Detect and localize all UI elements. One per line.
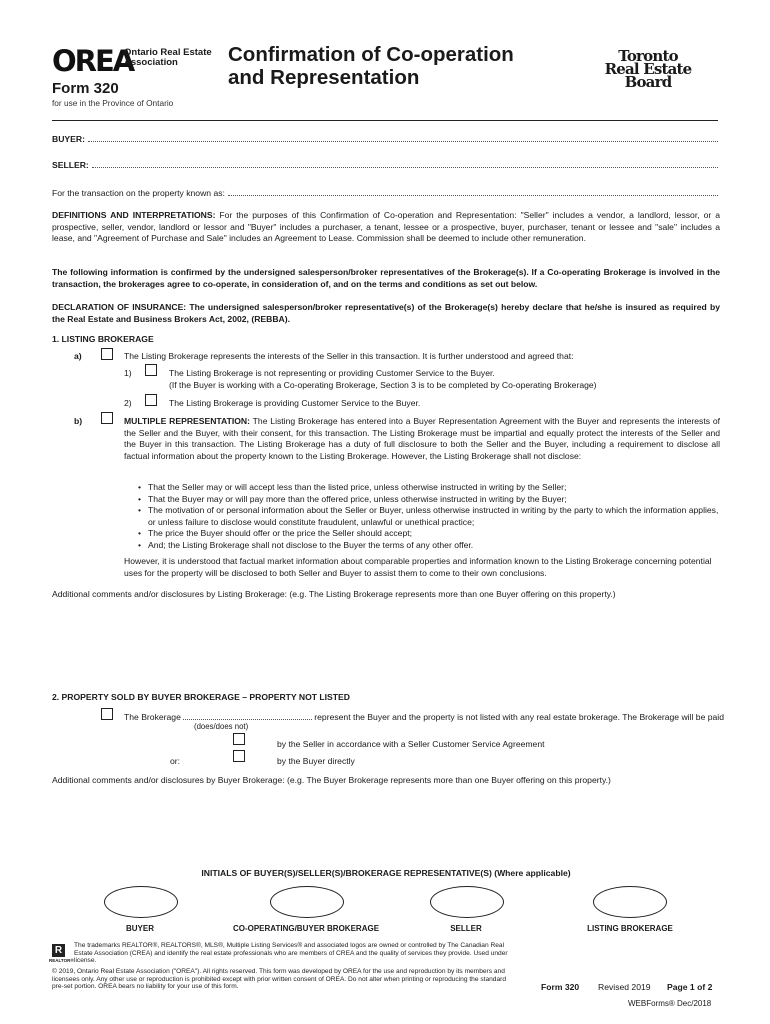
listing-comments-area[interactable] bbox=[52, 603, 720, 683]
insurance-paragraph bbox=[52, 302, 720, 325]
form-subtitle: for use in the Province of Ontario bbox=[52, 98, 174, 108]
seller-label: SELLER: bbox=[52, 160, 89, 170]
definitions-text: For the purposes of this Confirmation of Co-operation and Representation: "Seller" includes a vendor, a landlord, lessor, or a prospective, seller, vendor, landlord or lessor and "Buyer" includes a purchaser, a tenant, lessee or a prospective, buyer, purchaser, tenant or lessee and "sale" includes a lease, and "Agreement of Purchase and Sale" includes an Agreement to Lease. Commission shall be deemed to include other remuneration. bbox=[52, 210, 720, 243]
paid-by-seller-checkbox[interactable] bbox=[233, 733, 245, 745]
buyer-initials-oval[interactable] bbox=[104, 886, 178, 918]
assoc-line-2: Association bbox=[124, 57, 178, 68]
assoc-line-1: Ontario Real Estate bbox=[124, 47, 212, 58]
trb-line-2: Real Estate bbox=[604, 60, 692, 78]
section-1a-text: The Listing Brokerage represents the interests of the Seller in this transaction. It is further understood and agreed that: bbox=[124, 351, 574, 361]
section-1b-label: b) bbox=[74, 416, 83, 426]
brokerage-post-text: represent the Buyer and the property is not listed with any real estate brokerage. The Brokerage will be paid bbox=[314, 712, 724, 722]
title-line-1: Confirmation of Co-operation bbox=[228, 43, 514, 66]
section-1a-checkbox[interactable] bbox=[101, 348, 113, 360]
copyright-notice: © 2019, Ontario Real Estate Association ("OREA"). All rights reserved. This form was developed by OREA for the use and reproduction by its members and licensees only. Any other use or reproduction is prohibited except with prior written consent of OREA. Do not alter when printing or reproducing the standard pre-set portion. OREA bears no liability for your use of this form. bbox=[52, 968, 506, 991]
cobrokerage-initials-oval[interactable] bbox=[270, 886, 344, 918]
definitions-paragraph bbox=[52, 210, 720, 245]
section-1a2-checkbox[interactable] bbox=[145, 394, 157, 406]
section-1b-paragraph bbox=[124, 416, 720, 462]
section-1a1-checkbox[interactable] bbox=[145, 364, 157, 376]
bullet-item: • That the Buyer may or will pay more than the offered price, unless otherwise instructed in writing by the Buyer; bbox=[138, 494, 720, 506]
trademark-notice: The trademarks REALTOR®, REALTORS®, MLS®, Multiple Listing Services® and associated logos are owned or controlled by The Canadian Real Estate Association (CREA) and identify the real estate professionals who are members of CREA and the quality of services they provide. Used under license. bbox=[74, 942, 508, 965]
seller-input[interactable] bbox=[92, 160, 718, 168]
bullet-item: • And; the Listing Brokerage shall not disclose to the Buyer the terms of any other offer. bbox=[138, 540, 720, 552]
multiple-representation-text: The Listing Brokerage has entered into a Buyer Representation Agreement with the Buyer and represents the interests of the Seller and the Buyer, with their consent, for this transaction. The Listing Brokerage must be impartial and equally protect the interests of the Seller and the Buyer in this transaction. The Listing Brokerage has a duty of full disclosure to both the Seller and the Buyer, including a requirement to disclose all factual information about the property known to the Listing Brokerage. However, the Listing Brokerage shall not disclose: bbox=[124, 416, 720, 461]
paid-by-buyer-checkbox[interactable] bbox=[233, 750, 245, 762]
seller-field-row[interactable] bbox=[52, 160, 718, 170]
header-divider bbox=[52, 120, 718, 121]
bullet-item: • The motivation of or personal information about the Seller or Buyer, unless otherwise instructed in writing by the party to which the information applies, or unless failure to disclose would constitute fraudulent, unlawful or unethical practice; bbox=[138, 505, 720, 528]
footer-page-number: Page 1 of 2 bbox=[667, 982, 713, 992]
section-2-brokerage-line bbox=[124, 712, 724, 722]
section-2-heading: 2. PROPERTY SOLD BY BUYER BROKERAGE – PROPERTY NOT LISTED bbox=[52, 692, 350, 702]
or-label: or: bbox=[170, 756, 181, 766]
listing-initials-label: LISTING BROKERAGE bbox=[587, 924, 673, 933]
property-field-row[interactable] bbox=[52, 188, 718, 198]
section-2-checkbox[interactable] bbox=[101, 708, 113, 720]
disclosure-bullet-list bbox=[138, 482, 720, 551]
paid-by-seller-text: by the Seller in accordance with a Seller Customer Service Agreement bbox=[277, 739, 545, 749]
section-1a1-number: 1) bbox=[124, 368, 132, 378]
footer-webforms: WEBForms® Dec/2018 bbox=[628, 999, 712, 1008]
insurance-text: The undersigned salesperson/broker representative(s) of the Brokerage(s) hereby declare that he/she is insured as required by the Real Estate and Business Brokers Act, 2002, (REBBA). bbox=[52, 302, 721, 324]
orea-logo: OREA bbox=[52, 44, 134, 78]
buyer-field-row[interactable] bbox=[52, 134, 718, 144]
title-line-2: and Representation bbox=[228, 66, 420, 89]
bullet-item: • The price the Buyer should offer or the price the Seller should accept; bbox=[138, 528, 720, 540]
footer-form-number: Form 320 bbox=[541, 982, 580, 992]
buyer-label: BUYER: bbox=[52, 134, 85, 144]
section-1a1-text: The Listing Brokerage is not representing or providing Customer Service to the Buyer. bbox=[169, 368, 495, 378]
seller-initials-oval[interactable] bbox=[430, 886, 504, 918]
form-number: Form 320 bbox=[52, 80, 119, 97]
seller-initials-label: SELLER bbox=[450, 924, 482, 933]
orea-association-name bbox=[124, 48, 212, 68]
trb-line-3: Board bbox=[624, 73, 672, 91]
property-input[interactable] bbox=[228, 188, 718, 196]
section-1a-label: a) bbox=[74, 351, 82, 361]
cobrokerage-initials-label: CO-OPERATING/BUYER BROKERAGE bbox=[232, 924, 380, 933]
buyer-input[interactable] bbox=[88, 134, 718, 142]
trb-logo bbox=[598, 47, 698, 91]
property-label: For the transaction on the property known as: bbox=[52, 188, 225, 198]
section-1a1-note: (If the Buyer is working with a Co-operating Brokerage, Section 3 is to be completed by Co-operating Brokerage) bbox=[169, 380, 597, 390]
realtor-logo-text: REALTOR® bbox=[49, 958, 74, 963]
definitions-heading: DEFINITIONS AND INTERPRETATIONS: bbox=[52, 210, 216, 220]
bullet-item: • That the Seller may or will accept less than the listed price, unless otherwise instructed in writing by the Seller; bbox=[138, 482, 720, 494]
paid-by-buyer-text: by the Buyer directly bbox=[277, 756, 355, 766]
section-1a2-number: 2) bbox=[124, 398, 132, 408]
buyer-comments-area[interactable] bbox=[52, 789, 720, 859]
confirmation-paragraph: The following information is confirmed by the undersigned salesperson/broker representatives of the Brokerage(s). If a Co-operating Brokerage is involved in the transaction, the brokerages agree to co-operate, in consideration of, and on the terms and conditions as set out below. bbox=[52, 267, 720, 289]
buyer-initials-label: BUYER bbox=[125, 924, 154, 933]
footer-revised: Revised 2019 bbox=[598, 982, 651, 992]
section-1a2-text: The Listing Brokerage is providing Customer Service to the Buyer. bbox=[169, 398, 421, 408]
does-does-not-input[interactable] bbox=[183, 712, 312, 720]
however-paragraph: However, it is understood that factual market information about comparable properties and information known to the Listing Brokerage concerning potential uses for the property will be disclosed to both Seller and Buyer to assist them to come to their own conclusions. bbox=[124, 556, 712, 578]
section-1b-checkbox[interactable] bbox=[101, 412, 113, 424]
insurance-heading: DECLARATION OF INSURANCE: bbox=[52, 302, 187, 312]
document-title bbox=[228, 43, 514, 89]
listing-comments-label: Additional comments and/or disclosures by Listing Brokerage: (e.g. The Listing Brokerage represents more than one Buyer offering on this property.) bbox=[52, 589, 616, 599]
initials-heading: INITIALS OF BUYER(S)/SELLER(S)/BROKERAGE REPRESENTATIVE(S) (Where applicable) bbox=[201, 868, 571, 878]
realtor-logo: R bbox=[52, 944, 65, 957]
buyer-comments-label: Additional comments and/or disclosures by Buyer Brokerage: (e.g. The Buyer Brokerage represents more than one Buyer offering on this property.) bbox=[52, 775, 611, 785]
multiple-representation-heading: MULTIPLE REPRESENTATION: bbox=[124, 416, 250, 426]
listing-initials-oval[interactable] bbox=[593, 886, 667, 918]
brokerage-pre-text: The Brokerage bbox=[124, 712, 181, 722]
section-1-heading: 1. LISTING BROKERAGE bbox=[52, 334, 154, 344]
does-does-not-note: (does/does not) bbox=[194, 722, 249, 731]
trb-line-1: Toronto bbox=[618, 47, 678, 65]
